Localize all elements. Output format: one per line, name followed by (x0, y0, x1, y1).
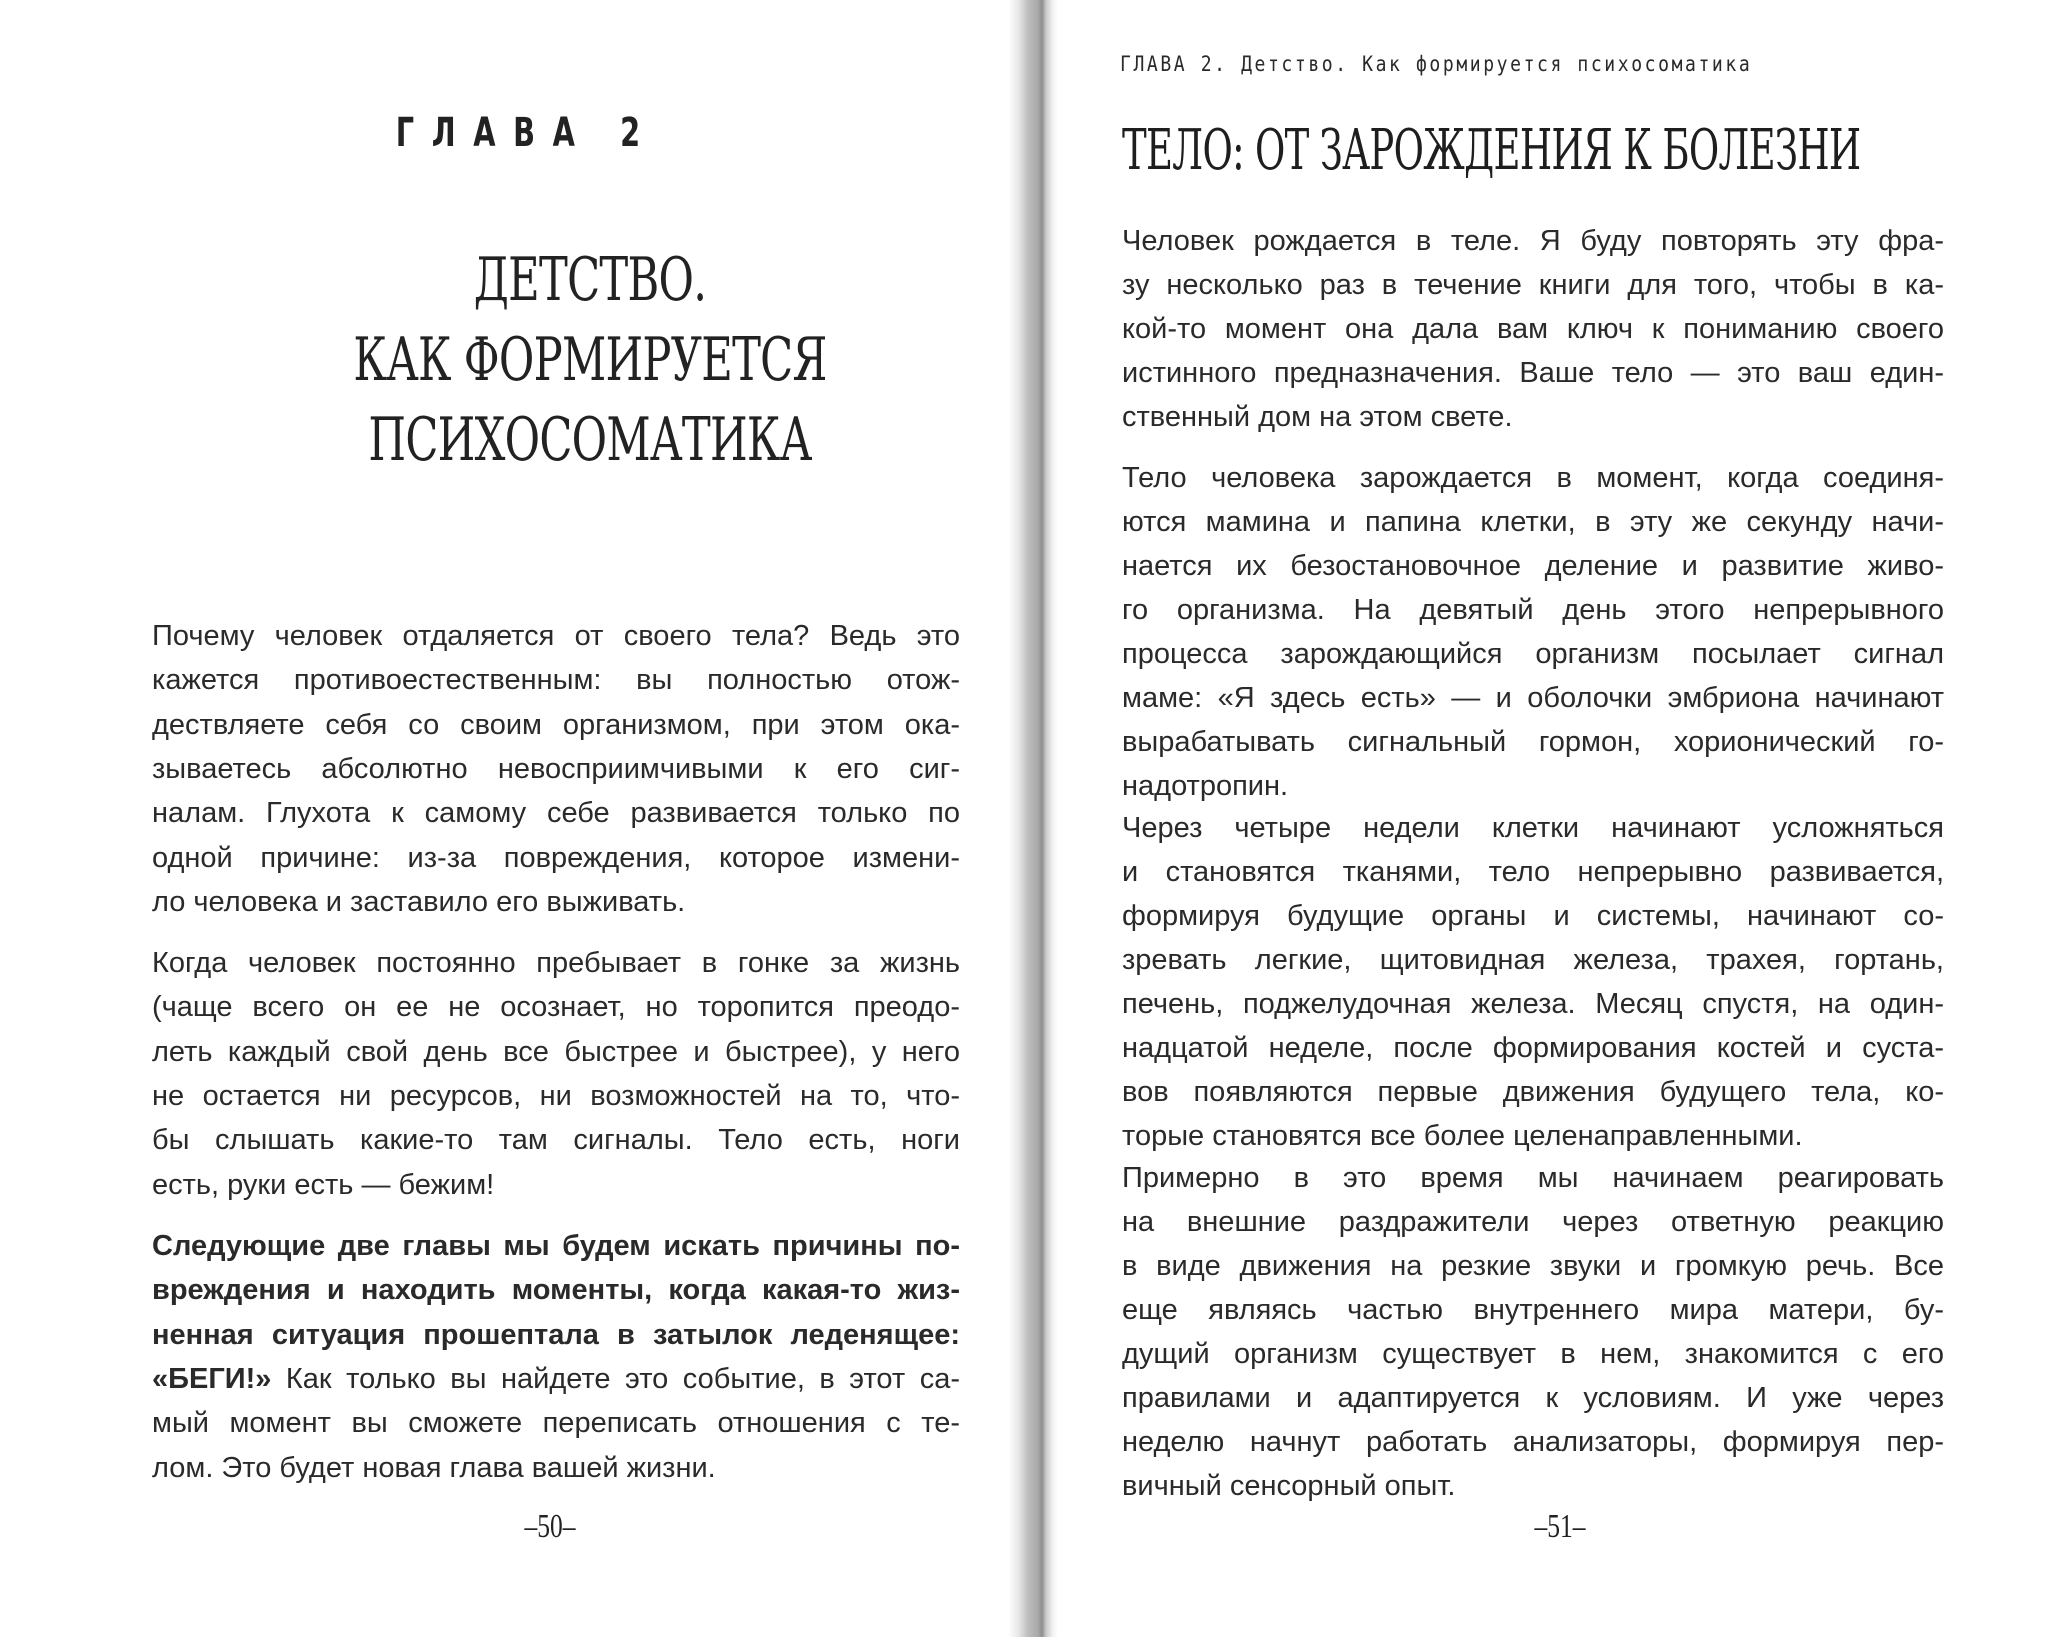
bold-text-line: вреждения и находить моменты, когда какая-то жиз- (152, 1274, 960, 1306)
text-line: зревать легкие, щитовидная железа, трахея, гортань, (1122, 944, 1944, 976)
text-line: зываетесь абсолютно невосприимчивыми к его сиг- (152, 753, 960, 785)
text-line: го организма. На девятый день этого непрерывного (1122, 594, 1944, 626)
chapter-title-line-1: ДЕТСТВО. (473, 245, 707, 315)
text-line: надотропин. (1122, 770, 1289, 802)
text-line: торые становятся все более целенаправленными. (1122, 1120, 1803, 1152)
text-line: мый момент вы сможете переписать отношения с те- (152, 1407, 960, 1439)
text-line: вов появляются первые движения будущего тела, ко- (1122, 1076, 1944, 1108)
text-line: зу несколько раз в течение книги для того, чтобы в ка- (1122, 269, 1944, 301)
chapter-title-line-2: КАК ФОРМИРУЕТСЯ (353, 325, 827, 395)
section-title: ТЕЛО: ОТ ЗАРОЖДЕНИЯ К БОЛЕЗНИ (1122, 118, 1861, 183)
text-line: кажется противоестественным: вы полностью отож- (152, 664, 960, 696)
text-line: неделю начнут работать анализаторы, формируя пер- (1122, 1426, 1944, 1458)
text-line: маме: «Я здесь есть» — и оболочки эмбриона начинают (1122, 682, 1944, 714)
text-line: ственный дом на этом свете. (1122, 401, 1513, 433)
text-line: на внешние раздражители через ответную реакцию (1122, 1206, 1944, 1238)
text-line: одной причине: из-за повреждения, которое измени- (152, 842, 960, 874)
bold-run: «БЕГИ!» (152, 1363, 272, 1395)
text-line: лом. Это будет новая глава вашей жизни. (152, 1452, 716, 1484)
page-number-left: –50– (524, 1508, 576, 1545)
text-line: дествляете себя со своим организмом, при этом ока- (152, 709, 960, 741)
text-line: печень, поджелудочная железа. Месяц спустя, на один- (1122, 988, 1944, 1020)
text-line-mixed (152, 1359, 960, 1399)
text-line: Почему человек отдаляется от своего тела? Ведь это (152, 620, 960, 652)
text-line: налам. Глухота к самому себе развивается только по (152, 797, 960, 829)
text-line: ло человека и заставило его выживать. (152, 886, 686, 918)
bold-text-line: ненная ситуация прошептала в затылок леденящее: (152, 1319, 960, 1351)
text-line: Человек рождается в теле. Я буду повторять эту фра- (1122, 225, 1944, 257)
text-line: еще являясь частью внутреннего мира матери, бу- (1122, 1294, 1944, 1326)
text-line: надцатой неделе, после формирования костей и суста- (1122, 1032, 1944, 1064)
text-line: есть, руки есть — бежим! (152, 1169, 495, 1201)
text-line: формируя будущие органы и системы, начинают со- (1122, 900, 1944, 932)
text-line: и становятся тканями, тело непрерывно развивается, (1122, 856, 1944, 888)
text-line: в виде движения на резкие звуки и громкую речь. Все (1122, 1250, 1944, 1282)
text-line: нается их безостановочное деление и развитие живо- (1122, 550, 1944, 582)
normal-run: Как только вы найдете это событие, в этот са- (271, 1363, 960, 1395)
text-line: Через четыре недели клетки начинают усложняться (1122, 812, 1944, 844)
page-number-right: –51– (1534, 1508, 1586, 1545)
chapter-title-line-3: ПСИХОСОМАТИКА (368, 405, 812, 475)
text-line: вичный сенсорный опыт. (1122, 1470, 1456, 1502)
text-line: Когда человек постоянно пребывает в гонке за жизнь (152, 947, 960, 979)
text-line: процесса зарождающийся организм посылает сигнал (1122, 638, 1944, 670)
text-line: дущий организм существует в нем, знакомится с его (1122, 1338, 1944, 1370)
text-line: не остается ни ресурсов, ни возможностей на то, что- (152, 1080, 960, 1112)
chapter-label: ГЛАВА 2 (395, 110, 658, 156)
text-line: леть каждый свой день все быстрее и быстрее), у него (152, 1036, 960, 1068)
text-line: истинного предназначения. Ваше тело — это ваш един- (1122, 357, 1944, 389)
book-spine-gutter (1008, 0, 1058, 1637)
text-line: Тело человека зарождается в момент, когда соединя- (1122, 462, 1944, 494)
text-line: правилами и адаптируется к условиям. И уже через (1122, 1382, 1944, 1414)
text-line: ются мамина и папина клетки, в эту же секунду начи- (1122, 506, 1944, 538)
text-line: бы слышать какие-то там сигналы. Тело есть, ноги (152, 1124, 960, 1156)
bold-text-line: Следующие две главы мы будем искать причины по- (152, 1230, 960, 1262)
text-line: Примерно в это время мы начинаем реагировать (1122, 1162, 1944, 1194)
running-header: ГЛАВА 2. Детство. Как формируется психосоматика (1120, 52, 1753, 76)
text-line: (чаще всего он ее не осознает, но торопится преодо- (152, 991, 960, 1023)
text-line: кой-то момент она дала вам ключ к пониманию своего (1122, 313, 1944, 345)
text-line: вырабатывать сигнальный гормон, хорионический го- (1122, 726, 1944, 758)
